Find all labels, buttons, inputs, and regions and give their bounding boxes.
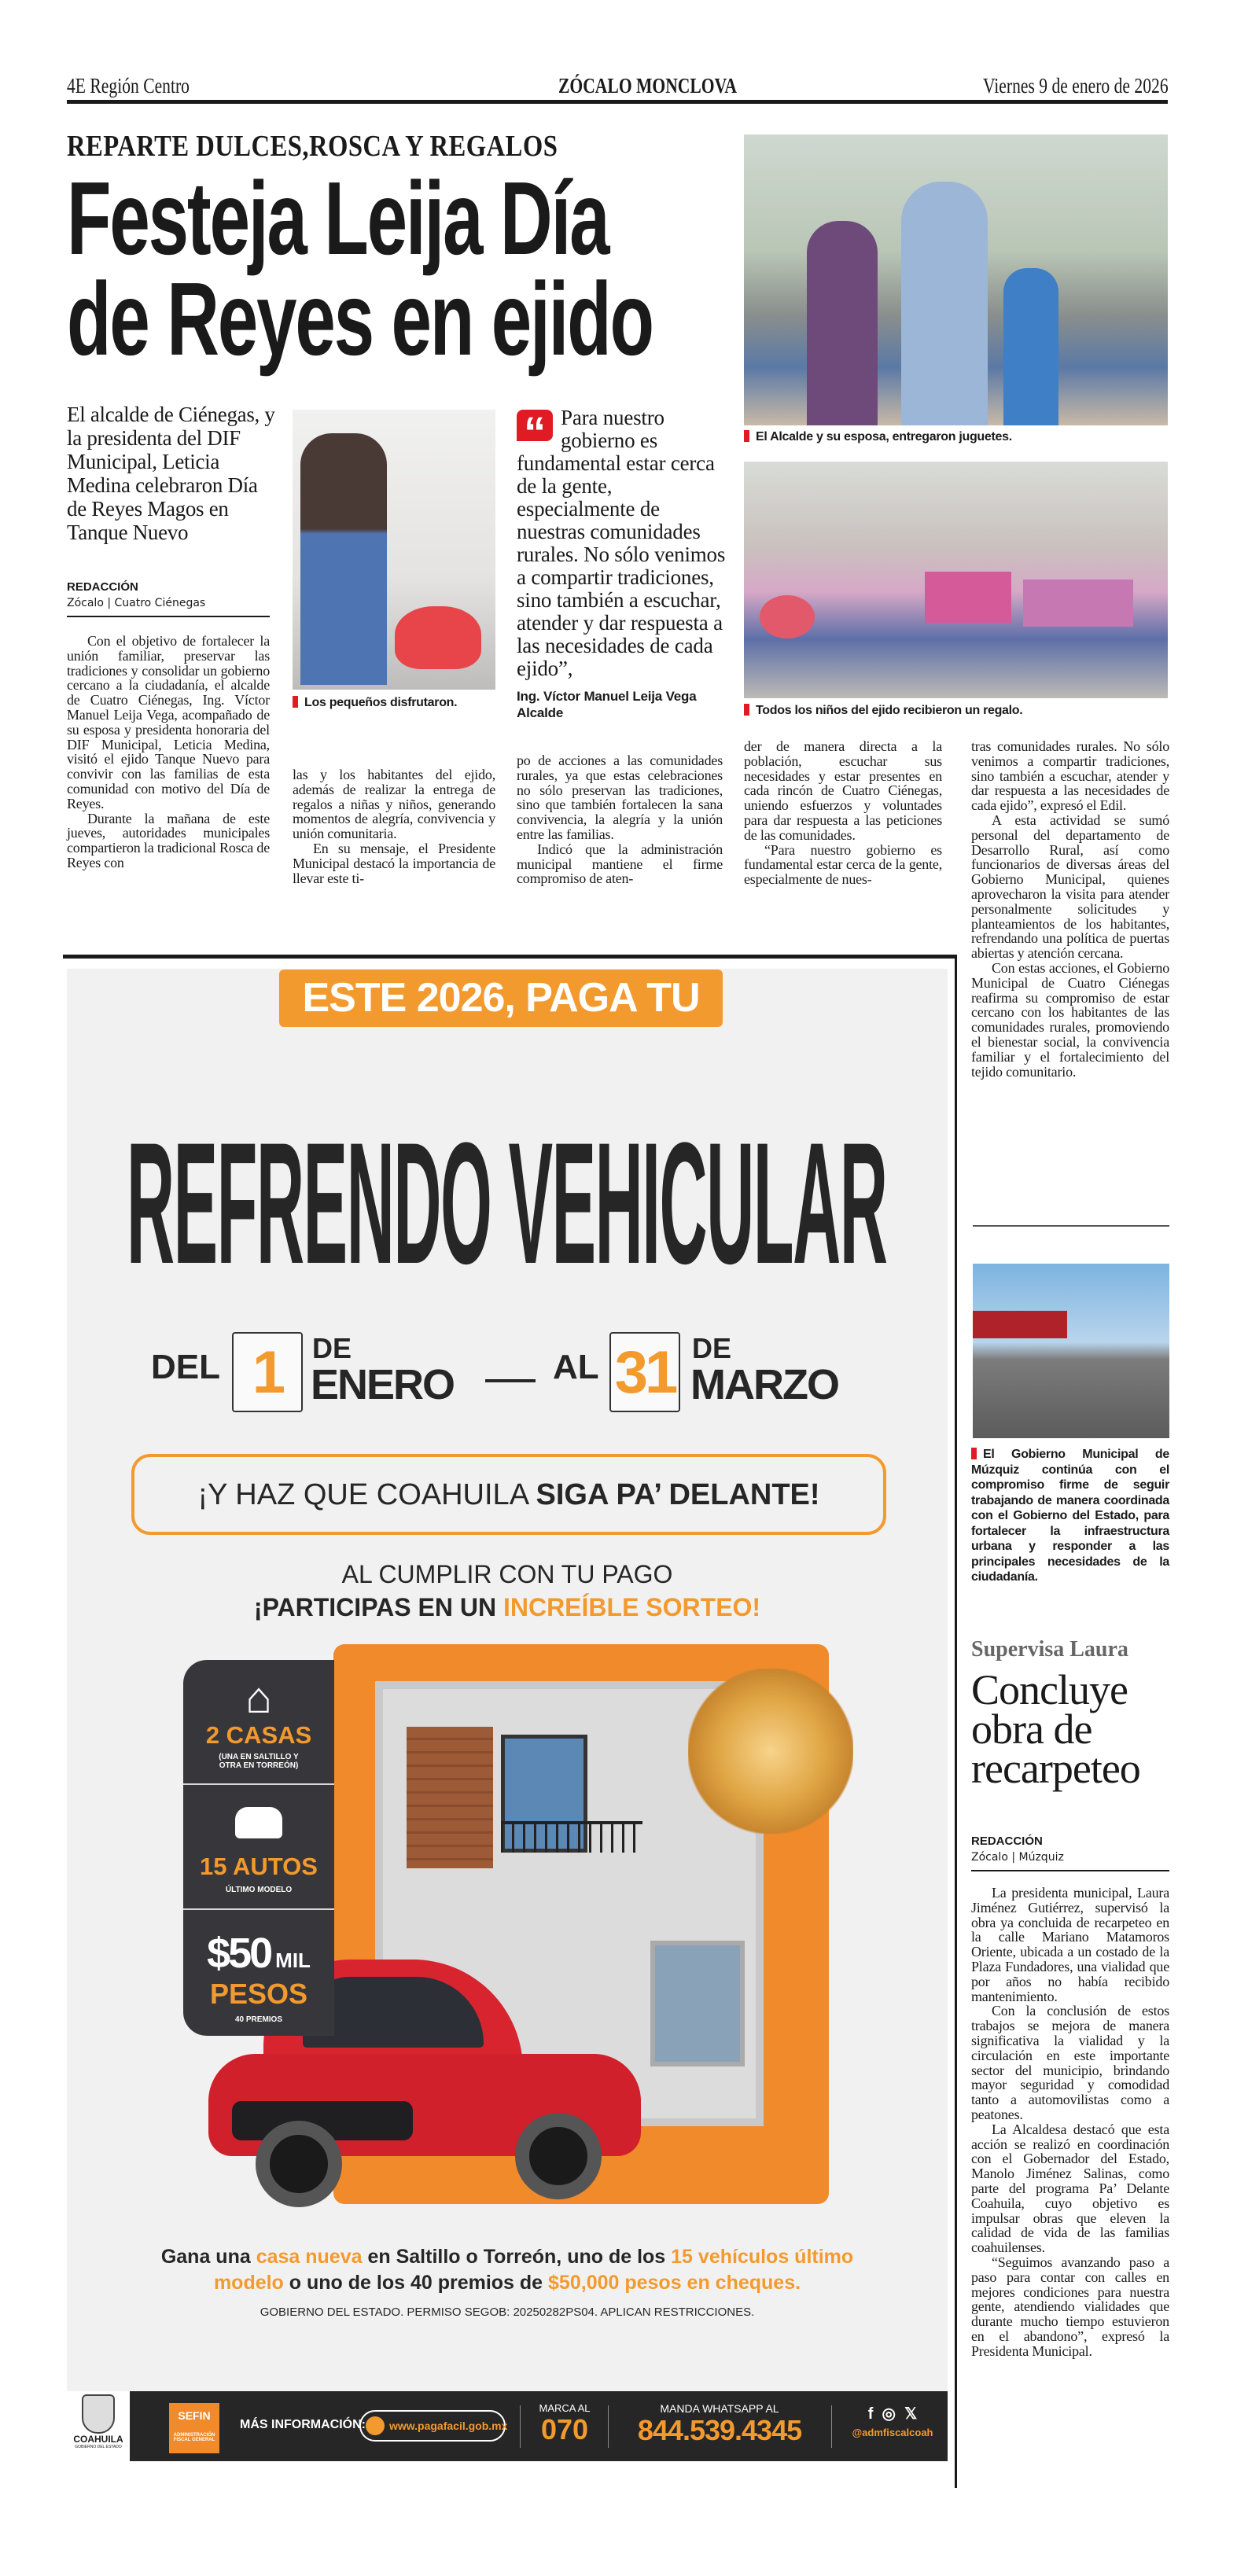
raffle-line-1: AL CUMPLIR CON TU PAGO (341, 1560, 673, 1588)
prize-cars (183, 1785, 334, 1910)
article-column-2 (293, 767, 495, 885)
prize-amount: $50 (207, 1930, 271, 1977)
car-wheel (256, 2121, 342, 2207)
paragraph: der de manera directa a la población, escuchar sus necesidades y estar presentes en cada rincón de Cuatro Ciénegas, uniendo esfuerzos y voluntades para dar respuesta a las peticiones de las comunidades. (744, 738, 942, 843)
divider (608, 2405, 609, 2448)
section-rule (63, 955, 956, 959)
sefin-sub: ADMINISTRACIÓN FISCAL GENERAL (173, 2433, 215, 2442)
story-separator (973, 1225, 1169, 1227)
advertisement-refrendo[interactable] (67, 969, 948, 2461)
car-wheel (515, 2113, 602, 2199)
call-label: MARCA AL (539, 2402, 591, 2414)
start-day-box: 1 (232, 1332, 303, 1412)
header-rule (67, 100, 1168, 104)
photo-caption (293, 695, 457, 711)
promo-text: en Saltillo o Torreón, uno de los (362, 2246, 672, 2268)
info-label: MÁS INFORMACIÓN: (240, 2418, 366, 2431)
photo-paved-street (973, 1264, 1169, 1438)
story-deck: El alcalde de Ciénegas, y la presidenta del DIF Municipal, Leticia Medina celebraron Día de Reyes Magos en Tanque Nuevo (67, 403, 275, 544)
byline-location: Zócalo | Múzquiz (971, 1851, 1064, 1864)
photo-children-gifts (744, 462, 1168, 698)
paragraph: Indicó que la administración municipal mantiene el firme compromiso de aten- (517, 841, 723, 887)
caption-text: Todos los niños del ejido recibieron un regalo. (756, 704, 1023, 717)
sefin-text: SEFIN (178, 2409, 211, 2422)
divider (831, 2405, 832, 2448)
headline-line-1: Festeja Leija Día (67, 160, 609, 276)
whatsapp-label: MANDA WHATSAPP AL (660, 2402, 779, 2415)
section-label: 4E Región Centro (67, 74, 190, 98)
house-balcony (501, 1821, 642, 1853)
quote-role: Alcalde (517, 705, 564, 720)
photo-bouncy-toy (395, 606, 481, 669)
column-rule (955, 955, 957, 2488)
promo-highlight: casa nueva (256, 2246, 363, 2268)
quote-author: Ing. Víctor Manuel Leija Vega (517, 689, 697, 704)
caption-text: Los pequeños disfrutaron. (304, 696, 458, 709)
paragraph: las y los habitantes del ejido, además de realizar la entrega de regalos a niñas y niños, generando momentos de alegría, convivencia y unión comunitaria. (293, 767, 495, 842)
prize-sub: ÚLTIMO MODELO (225, 1886, 293, 1894)
prize-cash (183, 1910, 334, 2035)
end-month: MARZO (690, 1361, 838, 1408)
newspaper-name: ZÓCALO MONCLOVA (558, 74, 738, 98)
slogan-bold: SIGA PA’ DELANTE! (536, 1478, 820, 1511)
paragraph: La presidenta municipal, Laura Jiménez Gutiérrez, supervisó la obra ya concluida de recarpeteo en la calle Mariano Matamoros Oriente, ubicada a un costado de la Plaza Fundadores, una vialidad que por años no había recibido mantenimiento. (971, 1885, 1169, 2004)
whatsapp-number[interactable]: 844.539.4345 (637, 2414, 802, 2446)
instagram-icon[interactable]: ◎ (882, 2405, 896, 2423)
photo-toy-box (925, 572, 1011, 623)
promo-highlight: 15 vehículos último modelo (213, 2246, 854, 2294)
caption-marker (744, 430, 749, 442)
globe-icon (366, 2416, 385, 2435)
byline-rule (971, 1870, 1169, 1871)
story-byline (67, 580, 270, 617)
paragraph: po de acciones a las comunidades rurales, ya que estas celebraciones no sólo preservan las tradiciones, sino que también fortalecen la sana convivencia, la alegría y la unión entre las familias. (517, 753, 723, 842)
call-number[interactable]: 070 (540, 2413, 589, 2445)
photo-mayor-gifts (744, 134, 1168, 425)
social-block (841, 2404, 944, 2438)
social-handle[interactable]: @admfiscalcoah (852, 2427, 933, 2438)
quote-text: Para nuestro gobierno es fundamental estar cerca de la gente, especialmente de nuestras comunidades rurales. No sólo venimos a compartir tradiciones, sino también a escuchar, atender y dar respuesta a las necesidades de cada ejido”, (517, 406, 726, 680)
raffle-text: ¡PARTICIPAS EN UN (253, 1593, 503, 1621)
facebook-icon[interactable]: f (867, 2405, 874, 2423)
pull-quote (517, 407, 727, 721)
paragraph: En su mensaje, el Presidente Municipal destacó la importancia de llevar este ti- (293, 840, 495, 886)
article-column-4 (744, 739, 942, 887)
paragraph: Con la conclusión de estos trabajos se mejora de manera significativa la vialidad y la circulación en este importante sector del municipio, brindando mayor seguridad y comodidad tanto a automovilistas como a peatones. (971, 2003, 1169, 2122)
prize-sub: 40 PREMIOS (234, 2015, 283, 2024)
article-column-1 (67, 634, 270, 870)
story-headline (67, 160, 653, 377)
caption-marker (971, 1448, 977, 1459)
photo-caption (744, 703, 1022, 719)
paragraph: tras comunidades rurales. No sólo venimos a compartir tradiciones, sino también a escuchar, atender y dar respuesta a las necesidades de cada ejido”, expresó el Edil. (971, 738, 1169, 814)
house-lower-window (650, 1941, 745, 2066)
promo-text: o uno de los 40 premios de (283, 2272, 549, 2294)
photo-figure (1003, 268, 1058, 425)
issue-date: Viernes 9 de enero de 2026 (983, 74, 1169, 98)
slogan-light: ¡Y HAZ QUE COAHUILA (197, 1478, 536, 1511)
date-de: DE (692, 1332, 732, 1364)
caption-marker (744, 704, 749, 716)
logo-sub: GOBIERNO DEL ESTADO (75, 2445, 122, 2449)
paragraph: La Alcaldesa destacó que esta acción se realizó en coordinación con el Gobernador del Estado, Manolo Jiménez Salinas, como parte del programa Pa’ Delante Coahuila, cuyo objetivo es impulsar obras que eleven la calidad de vida de las familias coahuilenses. (971, 2121, 1169, 2256)
byline-author: REDACCIÓN (971, 1834, 1043, 1848)
paragraph: Con estas acciones, el Gobierno Municipal de Cuatro Ciénegas reafirma su compromiso de estar cercano con los habitantes de las comunidades rurales, promoviendo el bienestar social, la convivencia familiar y el fortalecimiento del tejido comunitario. (971, 959, 1169, 1080)
photo-figure (300, 433, 387, 685)
ad-promo-text (145, 2244, 869, 2296)
prize-unit: MIL (275, 1949, 311, 1972)
story-kicker: REPARTE DULCES,ROSCA Y REGALOS (67, 130, 558, 163)
house-icon: ⌂ (245, 1673, 272, 1722)
date-al: AL (553, 1348, 599, 1386)
prize-sub: (UNA EN SALTILLO Y OTRA EN TORREÓN) (219, 1753, 299, 1770)
photo-toy-box (1023, 580, 1133, 627)
byline-rule (67, 616, 270, 617)
photo-caption (744, 429, 1012, 445)
gift-bow-icon (688, 1669, 853, 1834)
ad-footer-bar (130, 2391, 948, 2461)
ad-slogan (131, 1454, 886, 1535)
date-dash (485, 1379, 536, 1382)
side-article-body (971, 1886, 1169, 2359)
website-link[interactable] (359, 2410, 506, 2442)
paragraph: “Para nuestro gobierno es fundamental estar cerca de la gente, especialmente de nues- (744, 841, 942, 888)
ad-top-pill: ESTE 2026, PAGA TU (279, 970, 723, 1027)
logo-text: COAHUILA (73, 2434, 123, 2445)
side-headline: Concluye obra de recarpeteo (971, 1666, 1140, 1792)
photo-figure (901, 182, 988, 425)
raffle-highlight: INCREÍBLE SORTEO! (503, 1593, 761, 1621)
paragraph: Con el objetivo de fortalecer la unión familiar, preservar las tradiciones y consolidar un gobierno cercano a la ciudadanía, el alcalde de Cuatro Ciénegas, Ing. Víctor Manuel Leija Vega, acompañado de su esposa y presidenta honoraria del DIF Municipal, Leticia Medina, visitó el ejido Tanque Nuevo para convivir con las familias de esta comunidad con motivo del Día de Reyes. (67, 633, 270, 811)
promo-text: Gana una (160, 2246, 256, 2268)
byline-location: Zócalo | Cuatro Ciénegas (67, 597, 206, 609)
headline-line-2: de Reyes en ejido (67, 261, 653, 377)
photo-ball (760, 595, 815, 638)
start-month: ENERO (311, 1361, 455, 1408)
photo-figure (807, 221, 878, 425)
raffle-line-2 (67, 1593, 948, 1622)
prize-title: 15 AUTOS (200, 1853, 318, 1880)
promo-highlight: $50,000 pesos en cheques. (548, 2272, 801, 2294)
byline-author: REDACCIÓN (67, 580, 138, 594)
caption-text: El Alcalde y su esposa, entregaron juguetes. (756, 430, 1012, 443)
photo-building (973, 1311, 1067, 1338)
paragraph: A esta actividad se sumó personal del departamento de Desarrollo Rural, así como funcionarios de diversas áreas del Gobierno Municipal, quienes aprovecharon la visita para atender personalmente solicitudes y planteamientos de los habitantes, refrendando una política de puertas abiertas y atención cercana. (971, 811, 1169, 962)
coahuila-logo (67, 2391, 130, 2461)
car-icon (235, 1807, 282, 1838)
article-column-3 (517, 753, 723, 886)
side-byline (971, 1834, 1169, 1871)
end-day-box: 31 (609, 1332, 680, 1412)
ad-title: REFRENDO VEHICULAR (127, 1107, 887, 1301)
side-kicker: Supervisa Laura (971, 1637, 1128, 1662)
photo-caption (971, 1447, 1169, 1585)
paragraph: “Seguimos avanzando paso a paso para contar con calles en mejores condiciones para nuestra gente, atendiendo vialidades que durante mucho tiempo estuvieron en el abandono”, expresó la Presidenta Municipal. (971, 2254, 1169, 2359)
caption-text: El Gobierno Municipal de Múzquiz continúa con el compromiso firme de seguir trabajando de manera coordinada con el Gobierno del Estado, para fortalecer la infraestructura urbana y responder a las principales necesidades de la ciudadanía. (971, 1448, 1169, 1584)
photo-toddler (293, 410, 495, 690)
url-text: www.pagafacil.gob.mx (389, 2420, 508, 2432)
article-column-5 (971, 739, 1169, 1079)
prize-title: PESOS (209, 1978, 308, 2010)
house-wood-panel (407, 1727, 493, 1868)
caption-marker (293, 696, 298, 708)
whatsapp-block (617, 2402, 822, 2446)
ad-legal: GOBIERNO DEL ESTADO. PERMISO SEGOB: 20250282PS04. APLICAN RESTRICCIONES. (260, 2306, 755, 2319)
prize-panel (183, 1660, 334, 2036)
prize-title: 2 CASAS (205, 1721, 312, 1749)
x-icon[interactable]: 𝕏 (904, 2405, 918, 2423)
prize-houses (183, 1660, 334, 1785)
date-de: DE (312, 1332, 352, 1364)
sefin-logo (169, 2403, 219, 2453)
date-del: DEL (151, 1348, 220, 1386)
divider (520, 2405, 521, 2448)
quote-icon: “ (517, 410, 553, 441)
paragraph: Durante la mañana de este jueves, autoridades municipales compartieron la tradicional Rosca de Reyes con (67, 810, 270, 870)
coat-of-arms-icon (82, 2394, 115, 2434)
call-block (529, 2402, 600, 2445)
